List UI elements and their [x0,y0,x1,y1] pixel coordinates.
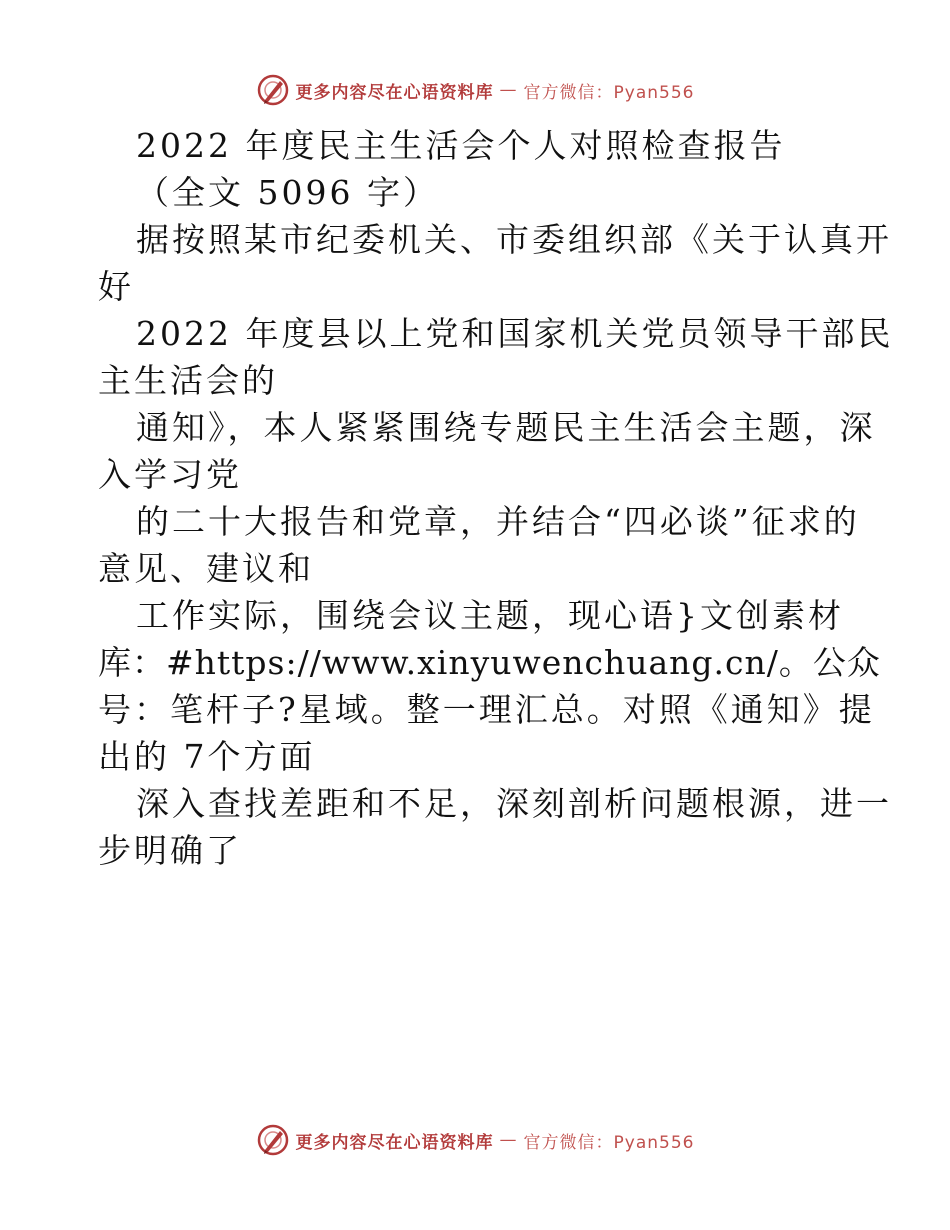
document-body [98,122,894,874]
paragraph-line: 2022 年度县以上党和国家机关党员领导干部民 [136,314,894,353]
word-count: （全文 5096 字） [136,173,439,212]
paragraph-line: 工作实际，围绕会议主题，现心语}文创素材 [136,596,844,635]
contact-text: 官方微信：Pyan556 [523,82,695,103]
paragraph-line: 通知》，本人紧紧围绕专题民主生活会主题，深 [136,408,876,447]
brand-text: 更多内容尽在心语资料库 [295,1132,494,1153]
banner-separator: — [499,1130,518,1150]
paragraph-line: 据按照某市纪委机关、市委组织部《关于认真开 [136,220,892,259]
paragraph-line: 的二十大报告和党章，并结合“四必谈”征求的 [136,502,860,541]
banner-separator: — [499,80,518,100]
paragraph-line: 步明确了 [98,831,242,870]
paragraph-line: 好 [98,267,134,306]
paragraph-line: 深入查找差距和不足，深刻剖析问题根源，进一 [136,784,892,823]
paragraph-line: 主生活会的 [98,361,278,400]
paragraph-line: 库：#https://www.xinyuwenchuang.cn/。公众 [98,643,881,682]
paragraph-line: 号：笔杆子?星域。整一理汇总。对照《通知》提 [98,690,875,729]
pen-logo-icon [256,73,290,107]
header-watermark [0,70,950,110]
paragraph-line: 入学习党 [98,455,242,494]
paragraph-line: 出的 7个方面 [98,737,316,776]
brand-text: 更多内容尽在心语资料库 [295,82,494,103]
pen-logo-icon [256,1123,290,1157]
footer-watermark [0,1120,950,1160]
paragraph-line: 意见、建议和 [98,549,314,588]
contact-text: 官方微信：Pyan556 [523,1132,695,1153]
document-title: 2022 年度民主生活会个人对照检查报告 [136,126,786,165]
